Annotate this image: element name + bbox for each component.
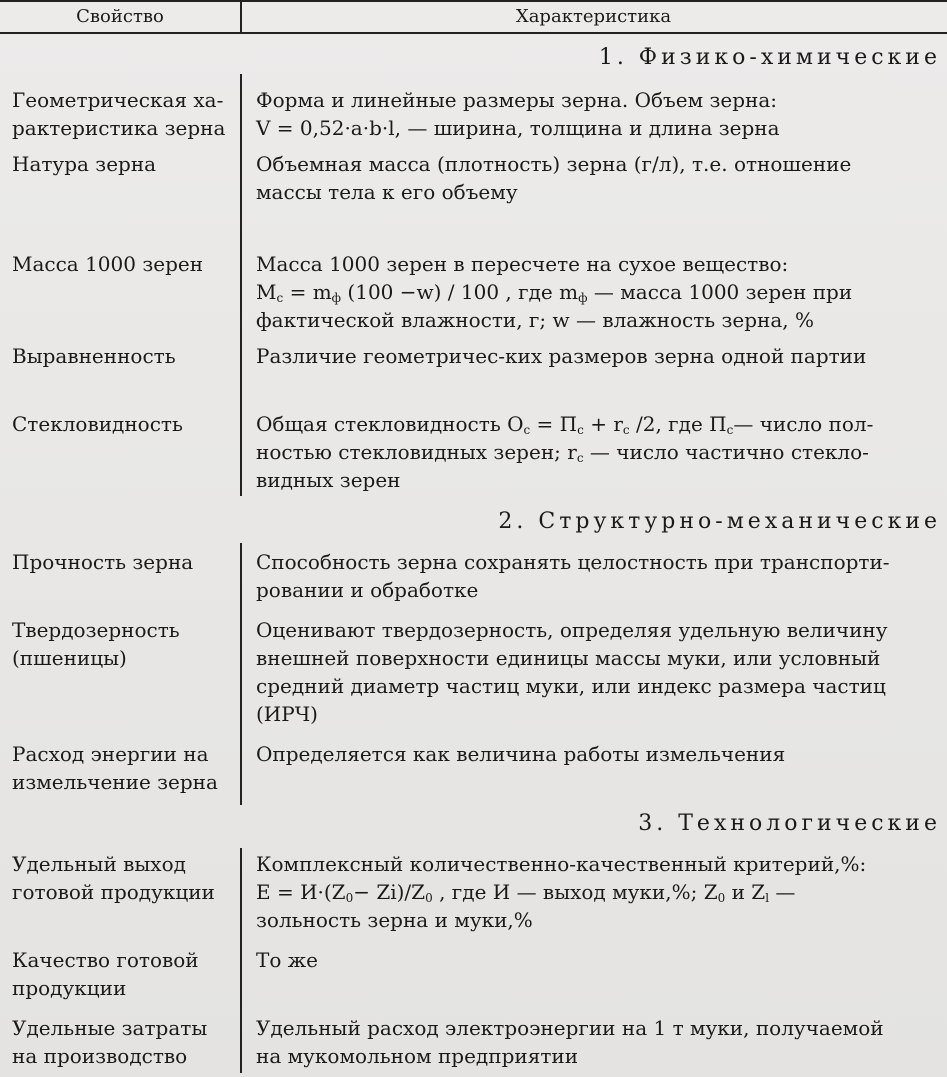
- row-description: Общая стекловидность $O_с = П_с + r_с$ /2, где $П_с—$ число пол- ностью стекловидных зерен; $r_с$ — число частично стекло- видных зерен: [256, 412, 874, 492]
- row-description: Определяется как величина работы измельчения: [256, 742, 786, 766]
- column-divider: [240, 848, 242, 1073]
- row-description: Различие геометричес-ких размеров зерна одной партии: [256, 344, 867, 368]
- column-divider: [240, 543, 242, 805]
- row-description: То же: [256, 948, 318, 972]
- header-characteristic: Характеристика: [515, 6, 672, 27]
- row-property: Расход энергии на измельчение зерна: [12, 742, 218, 794]
- vitreousness-formula-line1: Общая стекловидность $O_с = П_с + r_с$ /2, где $П_с—$ число пол-: [256, 412, 874, 437]
- mass-formula: $M_с = m_ф$ (100 −w) / 100 , где $m_ф$ — масса 1000 зерен при: [256, 280, 853, 305]
- column-divider: [240, 74, 242, 496]
- row-property: Прочность зерна: [12, 550, 194, 574]
- row-property: Геометрическая ха- рактеристика зерна: [12, 88, 226, 140]
- row-description: Оценивают твердозерность, определяя удельную величину внешней поверхности единицы массы муки, или условный средний диаметр частиц муки, или индекс размера частиц (ИРЧ): [256, 618, 888, 726]
- row-description: Масса 1000 зерен в пересчете на сухое вещество: $M_с = m_ф$ (100 −w) / 100 , где $m_ф$ — масса 1000 зерен при фактической влажности, г; w — влажность зерна, %: [256, 252, 853, 332]
- row-property: Стекловидность: [12, 412, 183, 436]
- section-title-1: 1. Физико-химические: [598, 45, 941, 70]
- row-description: Удельный расход электроэнергии на 1 т муки, получаемой на мукомольном предприятии: [256, 1016, 884, 1068]
- row-description: Объемная масса (плотность) зерна (г/л), т.е. отношение массы тела к его объему: [256, 152, 852, 204]
- row-property: Масса 1000 зерен: [12, 252, 204, 276]
- row-description: Форма и линейные размеры зерна. Объем зерна: V = 0,52·a·b·l, — ширина, толщина и длина зерна: [256, 88, 780, 140]
- row-description: Способность зерна сохранять целостность при транспорти- ровании и обработке: [256, 550, 890, 602]
- row-property: Качество готовой продукции: [12, 948, 199, 1000]
- vitreousness-formula-line2: ностью стекловидных зерен; $r_с$ — число частично стекло-: [256, 440, 869, 465]
- section-title-3: 3. Технологические: [638, 811, 941, 836]
- row-property: Твердозерность (пшеницы): [12, 618, 180, 670]
- row-property: Натура зерна: [12, 152, 157, 176]
- yield-formula: $E = И\cdot(Z_0- Zi)/Z_0$ , где И — выход муки,%; $Z_0$ и $Z_l$ —: [256, 880, 796, 905]
- header-property: Свойство: [0, 2, 242, 32]
- row-description: Комплексный количественно-качественный критерий,%: $E = И\cdot(Z_0- Zi)/Z_0$ , где И — выход муки,%; $Z_0$ и $Z_l$ — зольность зерна и муки,%: [256, 852, 867, 932]
- section-title-2: 2. Структурно-механические: [498, 509, 941, 534]
- row-property: Удельные затраты на производство: [12, 1016, 208, 1068]
- row-property: Выравненность: [12, 344, 176, 368]
- table-header: [0, 0, 947, 34]
- row-property: Удельный выход готовой продукции: [12, 852, 215, 904]
